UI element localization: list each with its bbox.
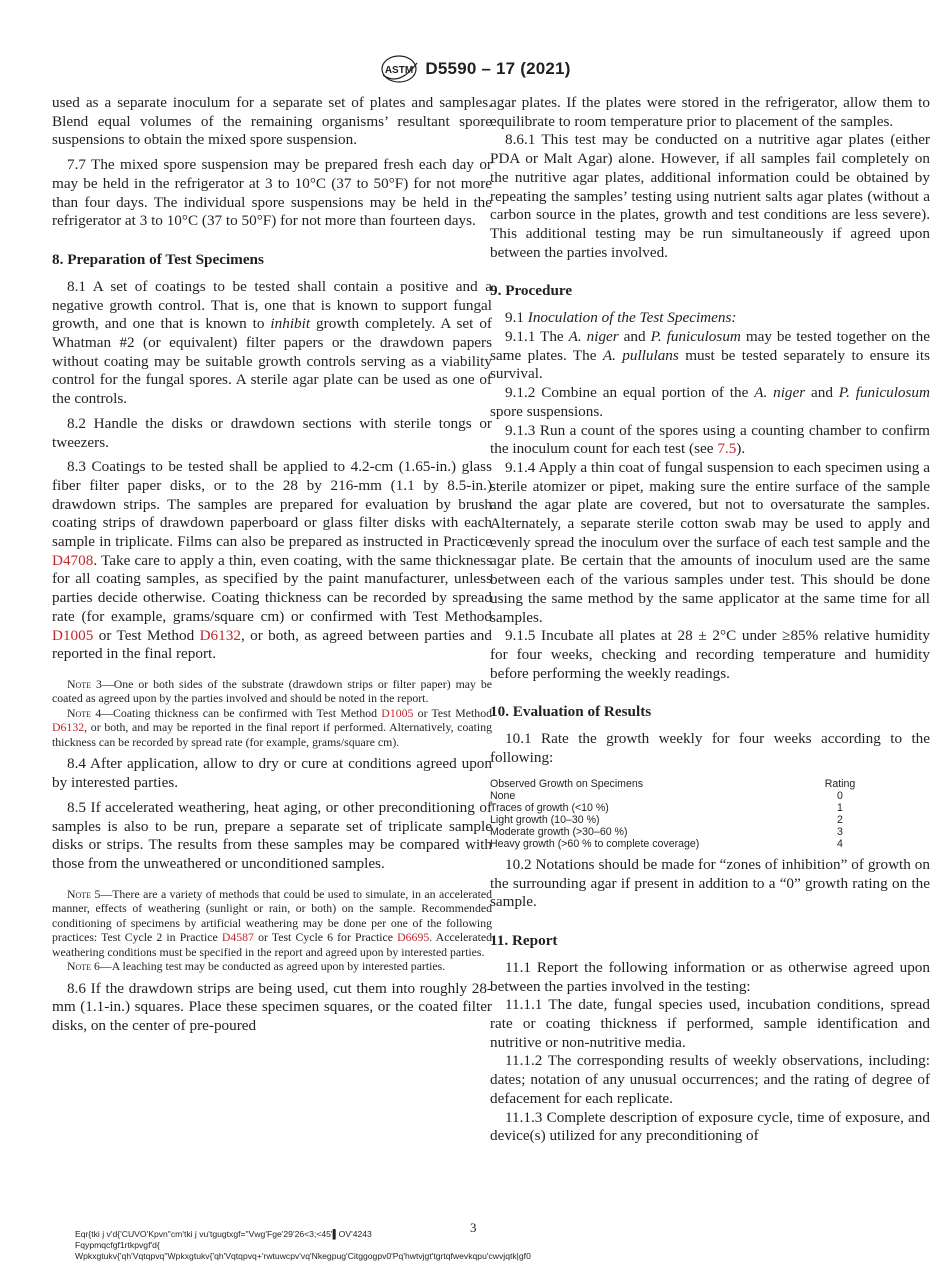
- footer-line-2: Fqypmqcfgf1rtkpvgf'd{: [75, 1240, 160, 1250]
- table-header-row: [490, 778, 870, 790]
- section-11-heading: 11. Report: [490, 931, 558, 949]
- paragraph-8-1: 8.1 A set of coatings to be tested shall contain a positive and a negative growth control. That is, one that is known to support fungal growth, and one that is known to inhibit growth completely. A set of Whatman #2 (or equivalent) filter papers or the drawdown papers without coating may be suitable growth controls serving as a viability control for the fungal spores. A sterile agar plate can be used as one of the controls.: [52, 277, 492, 408]
- note-4: Note 4—Coating thickness can be confirmed with Test Method D1005 or Test Method D6132, or both, and may be reported in the final report if performed. Alternatively, coating thickness can be recorded by spread rate (for example, grams/square cm).: [52, 705, 492, 749]
- paragraph-9-1-2: 9.1.2 Combine an equal portion of the A. niger and P. funiculosum spore suspensions.: [490, 384, 930, 420]
- table-row: [490, 814, 870, 826]
- paragraph-8-4: 8.4 After application, allow to dry or cure at conditions agreed upon by interested parties.: [52, 755, 492, 792]
- footer-line-3: Wpkxgtukv{'qh'Vqtqpvq''Wpkxgtukv{'qh'Vqtqpvq+'rwtuwcpv'vq'Nkegpug'Citggogpv0'Pq'hwtvjgt'tgrtqfwevkqpu'cwvjqtk|gf0: [75, 1251, 531, 1261]
- license-footer: [75, 1229, 531, 1262]
- paragraph-11-1: 11.1 Report the following information or as otherwise agreed upon between the parties involved in the testing:: [490, 958, 930, 995]
- growth-rating: 3: [837, 825, 843, 838]
- paragraph-8-6-continued: agar plates. If the plates were stored in the refrigerator, allow them to equilibrate to room temperature prior to placement of the samples.: [490, 94, 930, 130]
- table-row: [490, 838, 870, 850]
- paragraph-11-1-1: 11.1.1 The date, fungal species used, incubation conditions, spread rate or coating thickness if performed, sample identification and nutritive or non-nutritive media.: [490, 996, 930, 1051]
- svg-text:ASTM: ASTM: [385, 65, 414, 76]
- paragraph-11-1-3: 11.1.3 Complete description of exposure cycle, time of exposure, and device(s) utilized for any preconditioning of: [490, 1108, 930, 1145]
- paragraph-9-1: 9.1 Inoculation of the Test Specimens:: [505, 309, 737, 327]
- paragraph-9-1-1: 9.1.1 The A. niger and P. funiculosum may be tested together on the same plates. The A. pullulans must be tested separately to ensure its survival.: [490, 328, 930, 383]
- growth-description: None: [490, 789, 516, 802]
- table-row: [490, 802, 870, 814]
- section-8-heading: 8. Preparation of Test Specimens: [52, 250, 264, 268]
- page-number: 3: [470, 1220, 477, 1235]
- paragraph-8-6-1: 8.6.1 This test may be conducted on a nutritive agar plates (either PDA or Malt Agar) alone. However, if all samples fail completely on the nutritive agar plates, additional information could be obtained by repeating the samples’ testing using nutrient salts agar plates (without a carbon source in the plates, growth and test conditions are less severe). This additional testing may be run simultaneously if agreed upon between the parties involved.: [490, 131, 930, 261]
- growth-rating: 4: [837, 837, 843, 850]
- link-d6132-note[interactable]: D6132: [52, 720, 85, 735]
- growth-description: Light growth (10–30 %): [490, 813, 600, 826]
- paragraph-9-1-5: 9.1.5 Incubate all plates at 28 ± 2°C under ≥85% relative humidity for four weeks, checking and recording temperature and humidity before performing the weekly readings.: [490, 627, 930, 682]
- link-d6132[interactable]: D6132: [199, 626, 241, 644]
- astm-logo-icon: [379, 53, 419, 85]
- link-d1005-note[interactable]: D1005: [381, 705, 414, 720]
- table-row: [490, 790, 870, 802]
- growth-rating: 0: [837, 789, 843, 802]
- growth-rating: 1: [837, 801, 843, 814]
- link-7-5[interactable]: 7.5: [717, 440, 737, 458]
- page-header: [0, 52, 950, 86]
- growth-description: Heavy growth (>60 % to complete coverage): [490, 837, 700, 850]
- left-column: [52, 94, 492, 1036]
- paragraph-7-7: 7.7 The mixed spore suspension may be prepared fresh each day or may be held in the refrigerator at 3 to 10°C (37 to 50°F) for not more than four days. The individual spore suspensions may be held in the refrigerator at 3 to 10°C (37 to 50°F) for not more than fourteen days.: [52, 156, 492, 230]
- column-header-observed-growth: Observed Growth on Specimens: [490, 777, 644, 790]
- paragraph-8-5: 8.5 If accelerated weathering, heat aging, or other preconditioning of samples is also to be run, prepare a separate set of triplicate sample disks or strips. The results from these samples may be compared with those from the unweathered or unconditioned samples.: [52, 798, 492, 872]
- document-designation: D5590 – 17 (2021): [425, 59, 571, 78]
- note-5: Note 5—There are a variety of methods that could be used to simulate, in an accelerated manner, effects of weathering (sunlight or rain, or both) on the sample. Recommended conditioning of specimens by artificial weathering may be done per one of the following practices: Test Cycle 2 in Practice D4587 or Test Cycle 6 for Practice D6695. Accelerated weathering conditions must be specified in the report and agreed upon by interested parties.: [52, 886, 492, 959]
- growth-description: Traces of growth (<10 %): [490, 801, 609, 814]
- growth-description: Moderate growth (>30–60 %): [490, 825, 628, 838]
- growth-rating-table: [490, 778, 870, 850]
- paragraph-10-1: 10.1 Rate the growth weekly for four weeks according to the following:: [490, 730, 930, 767]
- section-10-heading: 10. Evaluation of Results: [490, 703, 652, 721]
- link-d4708[interactable]: D4708: [52, 551, 94, 569]
- paragraph-11-1-2: 11.1.2 The corresponding results of weekly observations, including: dates; notation of any unusual occurrences; and the rating of degree of defacement for each replicate.: [490, 1052, 930, 1107]
- link-d4587[interactable]: D4587: [221, 930, 254, 945]
- paragraph-8-2: 8.2 Handle the disks or drawdown sections with sterile tongs or tweezers.: [52, 414, 492, 451]
- note-6: Note 6—A leaching test may be conducted as agreed upon by interested parties.: [67, 959, 446, 974]
- paragraph-8-3: 8.3 Coatings to be tested shall be applied to 4.2-cm (1.65-in.) glass fiber filter paper disks, or to the 28 by 216-mm (1.1 by 8.5-in.) drawdown strips. The samples are prepared for evaluation by brush coating strips of drawdown paperboard or glass filter disks with each sample in triplicate. Films can also be prepared as instructed in Practice D4708. Take care to apply a thin, even coating, with the same thickness for all coating samples, as specified by the paint manufacturer, unless parties decide otherwise. Coating thickness can be recorded by spread rate (for example, grams/square cm) or confirmed with Test Method D1005 or Test Method D6132, or both, as agreed between parties and reported in the final report.: [52, 458, 492, 663]
- paragraph-7-6-continued: used as a separate inoculum for a separate set of plates and samples. Blend equal volumes of the remaining organisms’ resultant spore suspensions to obtain the mixed spore suspension.: [52, 94, 492, 149]
- right-column: [490, 94, 930, 1146]
- note-3: Note 3—One or both sides of the substrate (drawdown strips or filter paper) may be coated as agreed upon by the parties involved and should be noted in the report.: [52, 676, 492, 706]
- link-d1005[interactable]: D1005: [52, 626, 94, 644]
- section-9-heading: 9. Procedure: [490, 282, 573, 300]
- paragraph-10-2: 10.2 Notations should be made for “zones of inhibition” of growth on the surrounding agar if present in addition to a “0” growth rating on the sample.: [490, 855, 930, 911]
- table-row: [490, 826, 870, 838]
- paragraph-9-1-4: 9.1.4 Apply a thin coat of fungal suspension to each specimen using a sterile atomizer or pipet, making sure the entire surface of the sample and the agar plate are covered, but not to oversaturate the samples. Alternately, a separate sterile cotton swab may be used to apply and evenly spread the inoculum over the surface of each test sample and the agar plate. Be certain that the amounts of inoculum used are the same between each of the various samples under test. This should be done using the same method by the same applicator at the same time for all samples.: [490, 458, 930, 626]
- paragraph-9-1-3: 9.1.3 Run a count of the spores using a counting chamber to confirm the inoculum count for each test (see 7.5).: [490, 421, 930, 458]
- column-header-rating: Rating: [824, 777, 856, 790]
- growth-rating: 2: [837, 813, 843, 826]
- footer-line-1: Eqr{tki j v'd{'CUVO'Kpvn"cm'tki j vu'tgugtxgf="Vwg'Fge'29'26<3;<45'▌OV'4243: [75, 1229, 372, 1239]
- link-d6695[interactable]: D6695: [397, 930, 430, 945]
- paragraph-8-6: 8.6 If the drawdown strips are being used, cut them into roughly 28-mm (1.1-in.) squares. Place these specimen squares, or the coated filter disks, on the center of pre-poured: [52, 979, 492, 1035]
